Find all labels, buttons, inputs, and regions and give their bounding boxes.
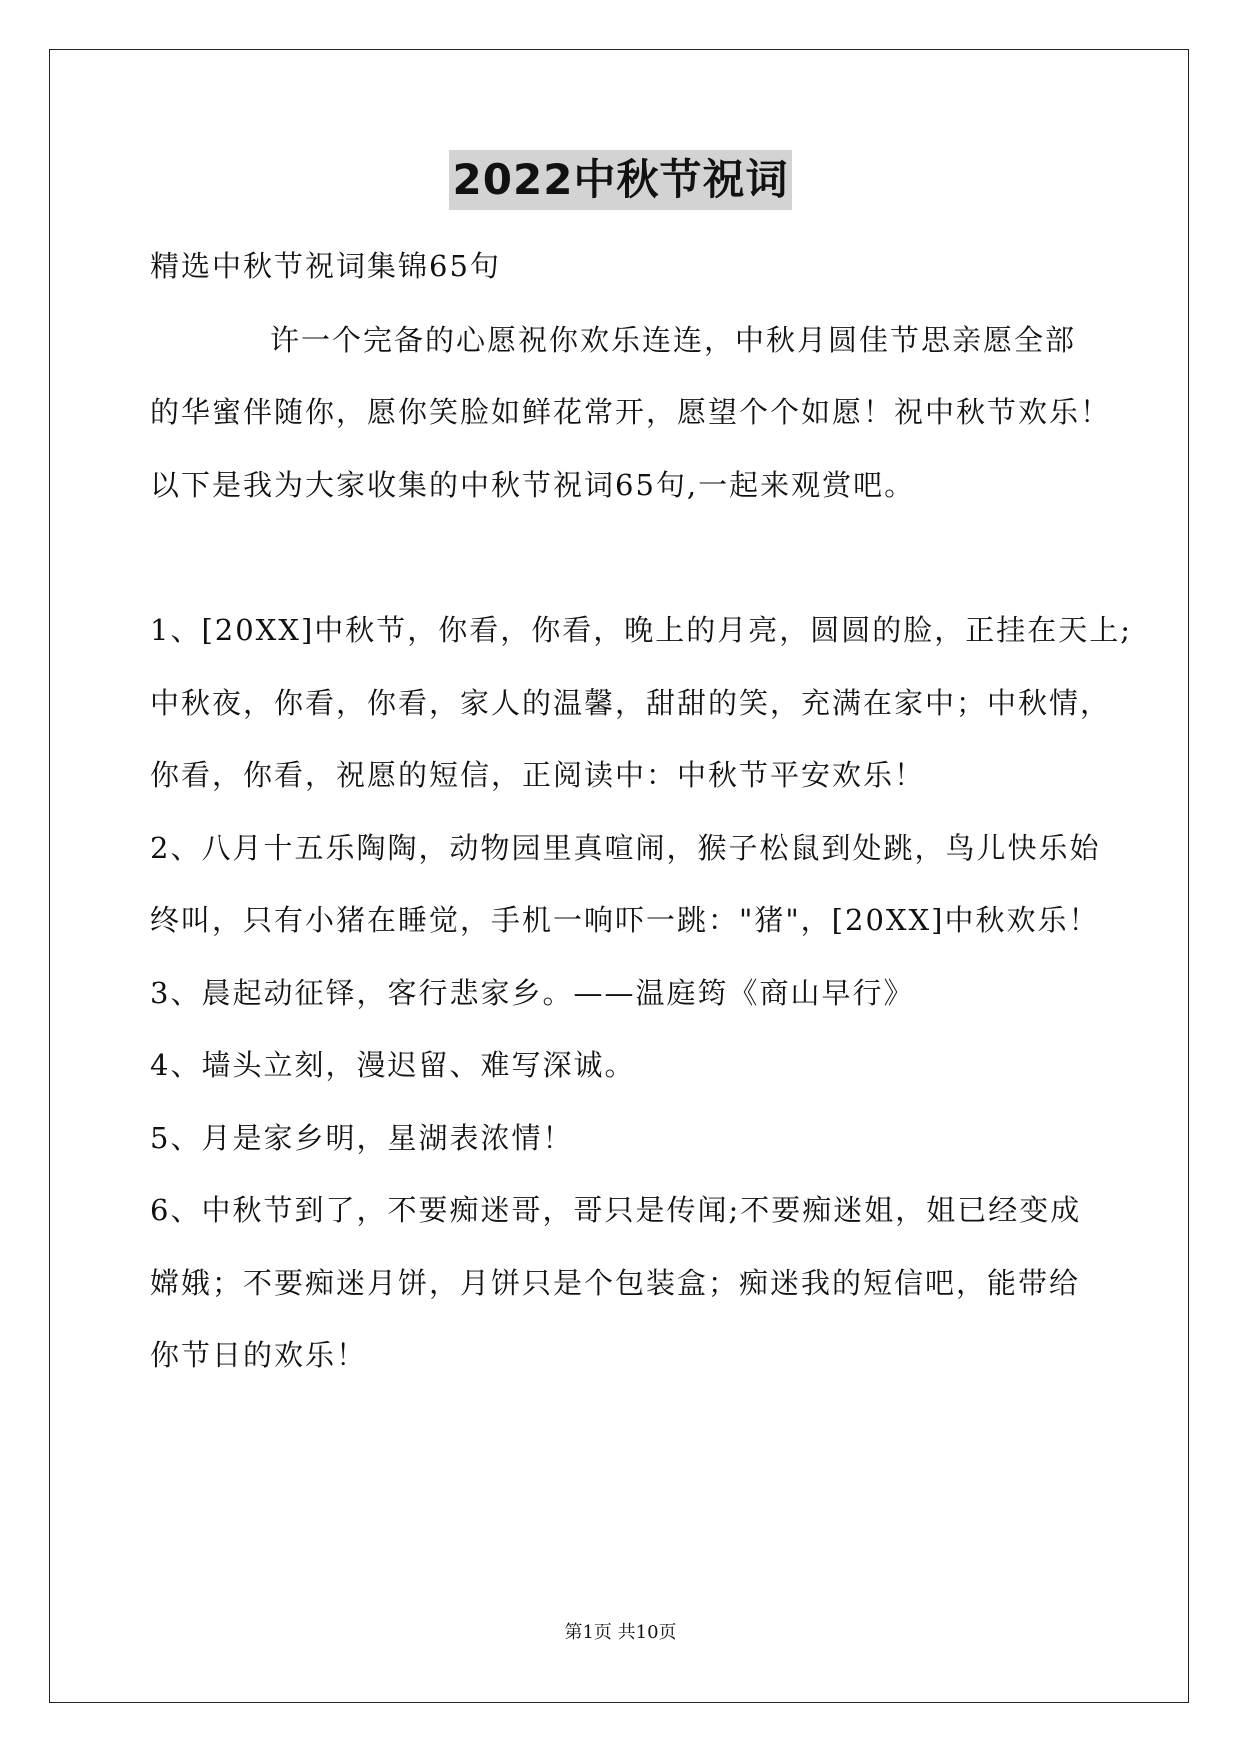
list-item-line: 嫦娥；不要痴迷月饼，月饼只是个包装盒；痴迷我的短信吧，能带给 — [150, 1266, 1081, 1300]
title-container — [0, 150, 1241, 210]
list-item-line: 你节日的欢乐！ — [150, 1338, 368, 1372]
document-title: 2022中秋节祝词 — [449, 150, 793, 210]
intro-line: 的华蜜伴随你，愿你笑脸如鲜花常开，愿望个个如愿！祝中秋节欢乐！ — [150, 395, 1112, 429]
list-item-line: 6、中秋节到了，不要痴迷哥，哥只是传闻;不要痴迷姐，姐已经变成 — [150, 1193, 1082, 1227]
list-item-line: 4、墙头立刻，漫迟留、难写深诚。 — [150, 1048, 636, 1082]
list-item-line: 2、八月十五乐陶陶，动物园里真喧闹，猴子松鼠到处跳，鸟儿快乐始 — [150, 831, 1101, 865]
list-item-line: 你看，你看，祝愿的短信，正阅读中：中秋节平安欢乐！ — [150, 758, 926, 792]
page-footer: 第1页 共10页 — [564, 1622, 677, 1643]
intro-line: 以下是我为大家收集的中秋节祝词65句,一起来观赏吧。 — [150, 468, 916, 502]
list-item-line: 5、月是家乡明，星湖表浓情！ — [150, 1121, 574, 1155]
subtitle-line: 精选中秋节祝词集锦65句 — [150, 249, 501, 283]
intro-line: 许一个完备的心愿祝你欢乐连连，中秋月圆佳节思亲愿全部 — [270, 323, 1077, 357]
list-item-line: 1、[20XX]中秋节，你看，你看，晚上的月亮，圆圆的脸，正挂在天上; — [150, 613, 1133, 647]
list-item-line: 终叫，只有小猪在睡觉，手机一响吓一跳："猪"，[20XX]中秋欢乐！ — [150, 903, 1100, 937]
page-border — [49, 49, 1189, 1703]
list-item-line: 3、晨起动征铎，客行悲家乡。——温庭筠《商山早行》 — [150, 976, 915, 1010]
list-item-line: 中秋夜，你看，你看，家人的温馨，甜甜的笑，充满在家中；中秋情， — [150, 686, 1112, 720]
